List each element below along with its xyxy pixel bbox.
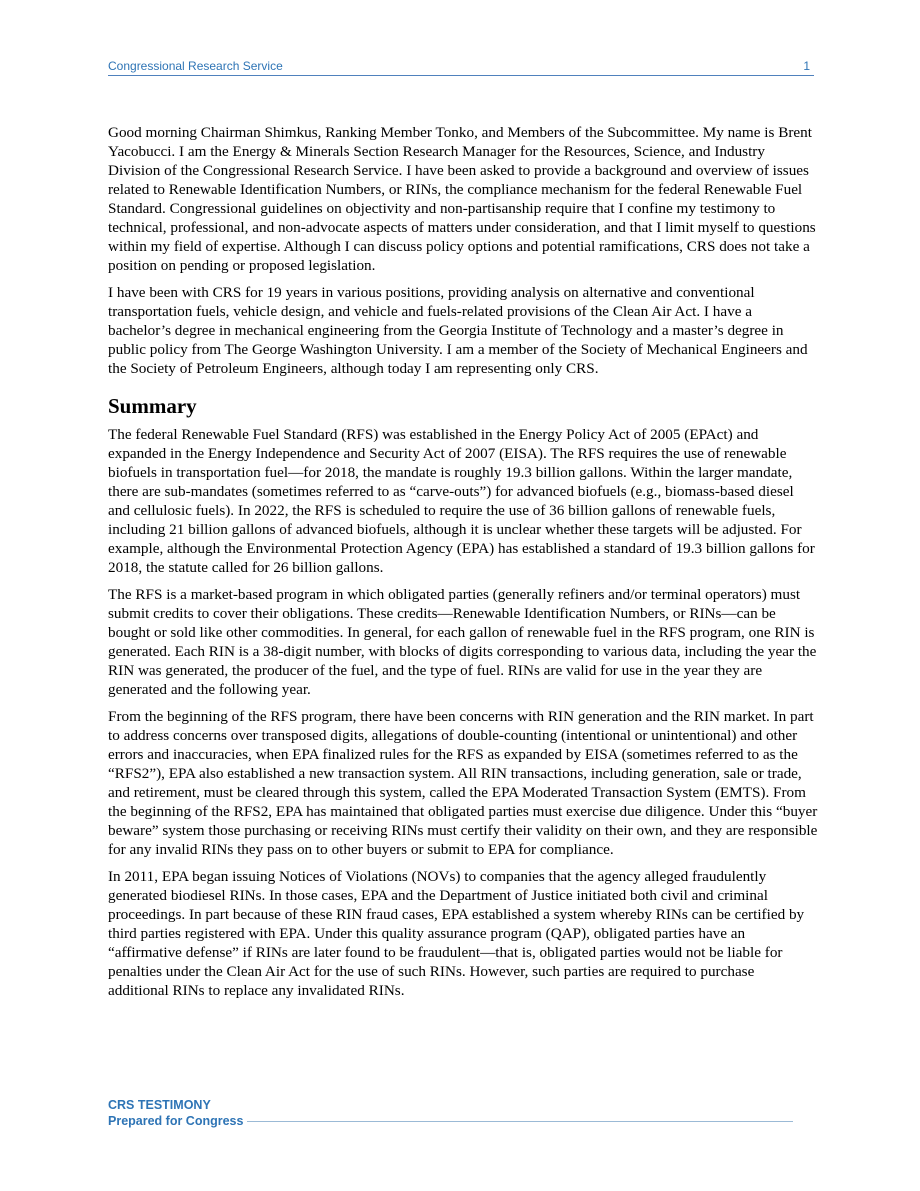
page-footer (108, 1097, 808, 1129)
intro-paragraph-1: Good morning Chairman Shimkus, Ranking Member Tonko, and Members of the Subcommittee. My name is Brent Yacobucci. I am the Energy & Minerals Section Research Manager for the Resources, Science, and Industry Division of the Congressional Research Service. I have been asked to provide a background and overview of issues related to Renewable Identification Numbers, or RINs, the compliance mechanism for the federal Renewable Fuel Standard. Congressional guidelines on objectivity and non-partisanship require that I confine my testimony to technical, professional, and non-advocate aspects of matters under consideration, and that I limit myself to questions within my field of expertise. Although I can discuss policy options and potential ramifications, CRS does not take a position on pending or proposed legislation. (108, 124, 816, 274)
intro-paragraph-2: I have been with CRS for 19 years in various positions, providing analysis on alternative and conventional transportation fuels, vehicle design, and vehicle and fuels-related provisions of the Clean Air Act. I have a bachelor’s degree in mechanical engineering from the Georgia Institute of Technology and a master’s degree in public policy from The George Washington University. I am a member of the Society of Mechanical Engineers and the Society of Petroleum Engineers, although today I am representing only CRS. (108, 284, 808, 377)
summary-paragraph-1: The federal Renewable Fuel Standard (RFS) was established in the Energy Policy Act of 2005 (EPAct) and expanded in the Energy Independence and Security Act of 2007 (EISA). The RFS requires the use of renewable biofuels in transportation fuel—for 2018, the mandate is roughly 19.3 billion gallons. Within the larger mandate, there are sub-mandates (sometimes referred to as “carve-outs”) for advanced biofuels (e.g., biomass-based diesel and cellulosic fuels). In 2022, the RFS is scheduled to require the use of 36 billion gallons of renewable fuels, including 21 billion gallons of advanced biofuels, although it is unclear whether these targets will be adjusted. For example, although the Environmental Protection Agency (EPA) has established a standard of 19.3 billion gallons for 2018, the statute called for 26 billion gallons. (108, 426, 815, 576)
section-heading-summary: Summary (108, 394, 197, 418)
summary-paragraph-3: From the beginning of the RFS program, there have been concerns with RIN generation and the RIN market. In part to address concerns over transposed digits, allegations of double-counting (intentional or unintentional) and other errors and inaccuracies, when EPA finalized rules for the RFS as expanded by EISA (sometimes referred to as the “RFS2”), EPA also established a new transaction system. All RIN transactions, including generation, sale or trade, and retirement, must be cleared through this system, called the EPA Moderated Transaction System (EMTS). From the beginning of the RFS2, EPA has maintained that obligated parties must exercise due diligence. Under this “buyer beware” system those purchasing or receiving RINs must certify their validity on their own, and they are responsible for any invalid RINs they pass on to other buyers or submit to EPA for compliance. (108, 708, 818, 858)
document-body (108, 123, 818, 1008)
summary-paragraph-2: The RFS is a market-based program in which obligated parties (generally refiners and/or terminal operators) must submit credits to cover their obligations. These credits—Renewable Identification Numbers, or RINs—can be bought or sold like other commodities. In general, for each gallon of renewable fuel in the RFS program, one RIN is generated. Each RIN is a 38-digit number, with blocks of digits corresponding to various data, including the year the RIN was generated, the producer of the fuel, and the type of fuel. RINs are valid for use in the year they are generated and the following year. (108, 586, 817, 698)
page-header (108, 58, 814, 76)
footer-subtitle-row (108, 1113, 808, 1129)
header-organization: Congressional Research Service (108, 59, 283, 73)
footer-title: CRS TESTIMONY (108, 1098, 211, 1112)
footer-rule (247, 1121, 793, 1122)
footer-subtitle: Prepared for Congress (108, 1114, 244, 1128)
page-number: 1 (803, 59, 810, 73)
summary-paragraph-4: In 2011, EPA began issuing Notices of Violations (NOVs) to companies that the agency alleged fraudulently generated biodiesel RINs. In those cases, EPA and the Department of Justice initiated both civil and criminal proceedings. In part because of these RIN fraud cases, EPA established a system whereby RINs can be certified by third parties registered with EPA. Under this quality assurance program (QAP), obligated parties have an “affirmative defense” if RINs are later found to be fraudulent—that is, obligated parties would not be liable for penalties under the Clean Air Act for the use of such RINs. However, such parties are required to purchase additional RINs to replace any invalidated RINs. (108, 868, 805, 999)
